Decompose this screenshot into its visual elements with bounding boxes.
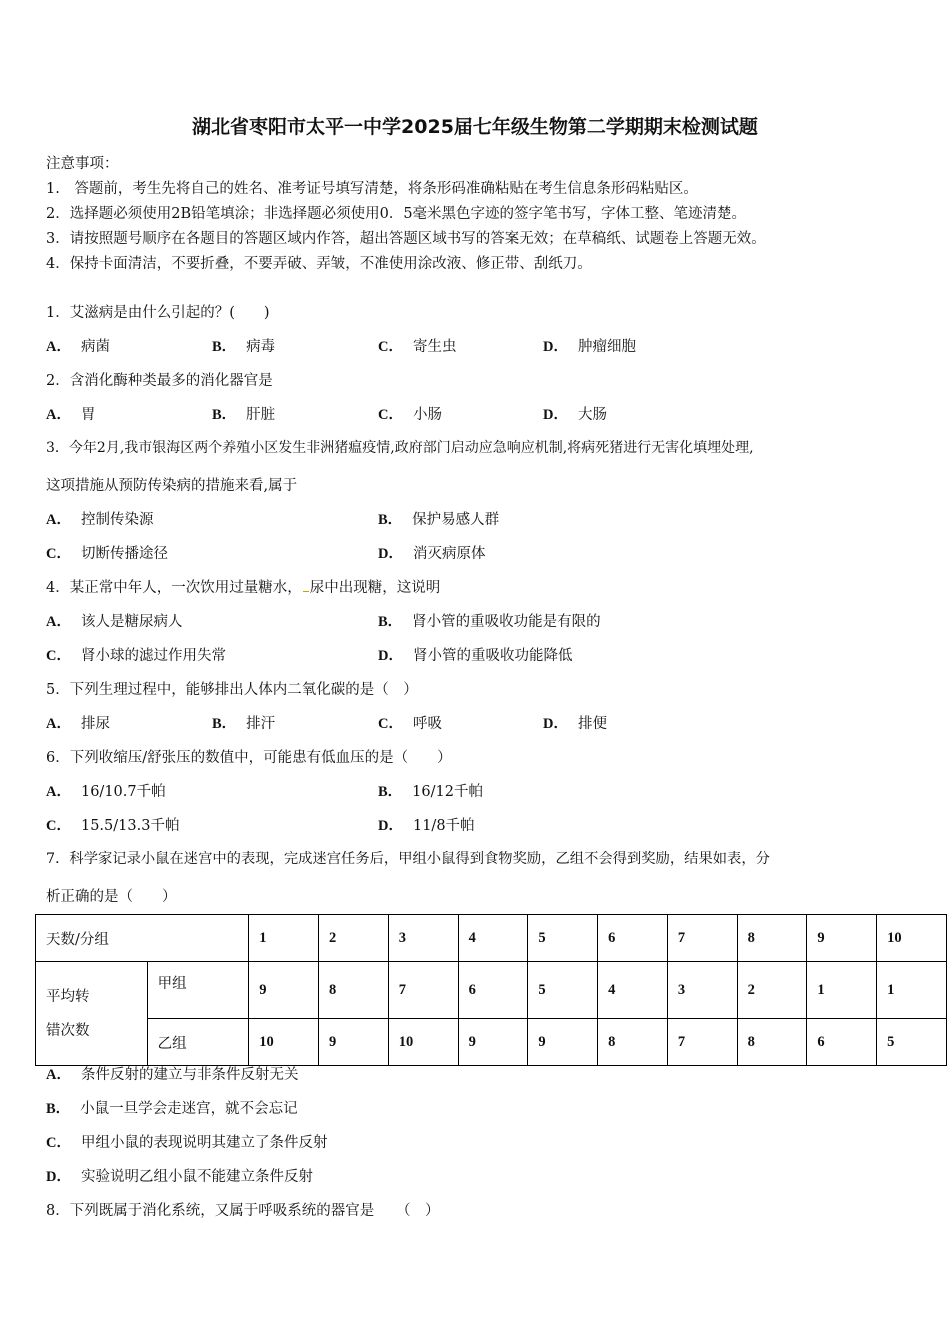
q5-option-a — [46, 712, 110, 733]
day-cell: 8 — [737, 915, 807, 962]
option-text: 呼吸 — [412, 716, 442, 732]
row-label-line: 平均转 — [46, 988, 90, 1005]
option-key: A． — [46, 407, 71, 423]
group-a-cell: 6 — [458, 962, 528, 1019]
table-header-cell: 天数/分组 — [36, 915, 249, 962]
q3-option-a — [46, 508, 153, 529]
group-a-cell: 2 — [737, 962, 807, 1019]
q6-option-b — [378, 780, 483, 801]
q4-option-b — [378, 610, 601, 631]
option-key: A． — [46, 1067, 71, 1083]
option-text: 肝脏 — [246, 407, 276, 423]
group-a-cell: 4 — [598, 962, 668, 1019]
group-b-cell: 9 — [319, 1019, 389, 1066]
q7-option-b — [46, 1097, 298, 1118]
option-text: 条件反射的建立与非条件反射无关 — [80, 1067, 299, 1083]
day-cell: 6 — [598, 915, 668, 962]
option-key: A． — [46, 339, 71, 355]
row-label-cell — [36, 962, 148, 1066]
option-key: B． — [212, 716, 237, 732]
question-8: 8．下列既属于消化系统，又属于呼吸系统的器官是 （ ） — [46, 1203, 440, 1219]
notice-item: 3．请按照题号顺序在各题目的答题区域内作答，超出答题区域书写的答案无效；在草稿纸、试题卷上答题无效。 — [46, 231, 766, 247]
option-text: 病毒 — [246, 339, 276, 355]
question-4 — [46, 576, 440, 597]
option-key: C． — [378, 407, 403, 423]
option-key: D． — [543, 716, 568, 732]
group-b-cell: 9 — [458, 1019, 528, 1066]
day-cell: 9 — [807, 915, 877, 962]
q6-option-d — [378, 814, 475, 835]
option-text: 小肠 — [412, 407, 442, 423]
group-a-cell: 9 — [249, 962, 319, 1019]
option-text: 11/8千帕 — [412, 818, 475, 834]
option-text: 肾小管的重吸收功能是有限的 — [412, 614, 601, 630]
group-a-cell: 1 — [807, 962, 877, 1019]
q4-option-c — [46, 644, 226, 665]
day-cell: 1 — [249, 915, 319, 962]
q2-option-b — [212, 403, 275, 424]
question-4-text-b: 尿中出现糖，这说明 — [309, 580, 441, 596]
option-key: B． — [212, 339, 237, 355]
option-key: D． — [46, 1169, 71, 1185]
option-text: 甲组小鼠的表现说明其建立了条件反射 — [80, 1135, 328, 1151]
option-key: D． — [378, 648, 403, 664]
q2-option-d — [543, 403, 607, 424]
group-a-cell: 7 — [388, 962, 458, 1019]
option-key: C． — [46, 648, 71, 664]
option-key: A． — [46, 512, 71, 528]
q6-option-a — [46, 780, 166, 801]
option-text: 实验说明乙组小鼠不能建立条件反射 — [80, 1169, 313, 1185]
option-text: 病菌 — [80, 339, 110, 355]
notice-item: 4．保持卡面清洁，不要折叠，不要弄破、弄皱，不准使用涂改液、修正带、刮纸刀。 — [46, 256, 592, 272]
option-text: 排尿 — [80, 716, 110, 732]
option-key: A． — [46, 784, 71, 800]
question-7-line-1: 7．科学家记录小鼠在迷宫中的表现，完成迷宫任务后，甲组小鼠得到食物奖励，乙组不会得到奖励，结果如表，分 — [46, 851, 770, 867]
option-key: A． — [46, 716, 71, 732]
question-1: 1．艾滋病是由什么引起的？( ) — [46, 305, 270, 321]
group-a-cell: 8 — [319, 962, 389, 1019]
exam-title: 湖北省枣阳市太平一中学2025届七年级生物第二学期期末检测试题 — [192, 116, 758, 138]
option-text: 小鼠一旦学会走迷宫，就不会忘记 — [80, 1101, 298, 1117]
option-key: B． — [378, 614, 403, 630]
group-a-cell: 1 — [877, 962, 947, 1019]
option-key: D． — [543, 407, 568, 423]
question-5: 5．下列生理过程中，能够排出人体内二氧化碳的是（ ） — [46, 682, 418, 698]
question-4-text-a: 4．某正常中年人，一次饮用过量糖水， — [46, 580, 302, 596]
option-key: B． — [378, 784, 403, 800]
option-text: 切断传播途径 — [80, 546, 168, 562]
option-text: 消灭病原体 — [412, 546, 486, 562]
option-text: 肿瘤细胞 — [577, 339, 636, 355]
option-text: 肾小球的滤过作用失常 — [80, 648, 226, 664]
question-6: 6．下列收缩压/舒张压的数值中，可能患有低血压的是（ ） — [46, 750, 452, 766]
group-b-cell: 10 — [388, 1019, 458, 1066]
q1-option-a — [46, 335, 110, 356]
q5-option-d — [543, 712, 607, 733]
notice-heading: 注意事项： — [46, 156, 119, 172]
table-row — [36, 1019, 947, 1066]
group-b-cell: 9 — [528, 1019, 598, 1066]
q3-option-c — [46, 542, 168, 563]
option-text: 16/12千帕 — [412, 784, 483, 800]
group-b-label: 乙组 — [147, 1019, 249, 1066]
question-3-line-2: 这项措施从预防传染病的措施来看,属于 — [46, 478, 298, 494]
day-cell: 4 — [458, 915, 528, 962]
option-text: 排便 — [577, 716, 607, 732]
table-row — [36, 915, 947, 962]
q3-option-d — [378, 542, 485, 563]
option-key: C． — [378, 716, 403, 732]
option-key: C． — [378, 339, 403, 355]
group-b-cell: 6 — [807, 1019, 877, 1066]
option-key: D． — [378, 818, 403, 834]
q7-option-c — [46, 1131, 327, 1152]
q1-option-c — [378, 335, 456, 356]
results-table — [35, 914, 947, 1066]
q4-option-a — [46, 610, 182, 631]
option-key: C． — [46, 546, 71, 562]
group-a-cell: 3 — [667, 962, 737, 1019]
q2-option-c — [378, 403, 442, 424]
notice-item: 2．选择题必须使用2B铅笔填涂；非选择题必须使用0．5毫米黑色字迹的签字笔书写，字体工整、笔迹清楚。 — [46, 206, 747, 222]
question-3-line-1: 3．今年2月,我市银海区两个养殖小区发生非洲猪瘟疫情,政府部门启动应急响应机制,将病死猪进行无害化填埋处理, — [46, 440, 754, 456]
group-b-cell: 8 — [598, 1019, 668, 1066]
day-cell: 3 — [388, 915, 458, 962]
option-key: D． — [378, 546, 403, 562]
option-text: 保护易感人群 — [412, 512, 500, 528]
q1-option-b — [212, 335, 275, 356]
day-cell: 5 — [528, 915, 598, 962]
q4-option-d — [378, 644, 572, 665]
q7-option-d — [46, 1165, 313, 1186]
option-key: B． — [212, 407, 237, 423]
option-key: C． — [46, 1135, 71, 1151]
day-cell: 10 — [877, 915, 947, 962]
option-text: 该人是糖尿病人 — [80, 614, 183, 630]
group-b-cell: 7 — [667, 1019, 737, 1066]
q6-option-c — [46, 814, 179, 835]
q7-option-a — [46, 1063, 298, 1084]
option-text: 控制传染源 — [80, 512, 154, 528]
q2-option-a — [46, 403, 95, 424]
day-cell: 2 — [319, 915, 389, 962]
option-text: 肾小管的重吸收功能降低 — [412, 648, 573, 664]
option-key: C． — [46, 818, 71, 834]
question-2: 2．含消化酶种类最多的消化器官是 — [46, 373, 273, 389]
option-key: B． — [46, 1101, 71, 1117]
option-key: B． — [378, 512, 403, 528]
row-label-line: 错次数 — [46, 1022, 90, 1039]
option-text: 大肠 — [577, 407, 607, 423]
q5-option-b — [212, 712, 275, 733]
question-7-line-2: 析正确的是（ ） — [46, 889, 177, 905]
group-a-label: 甲组 — [147, 962, 249, 1019]
q3-option-b — [378, 508, 499, 529]
q1-option-d — [543, 335, 636, 356]
option-key: D． — [543, 339, 568, 355]
group-b-cell: 5 — [877, 1019, 947, 1066]
notice-item: 1. 答题前，考生先将自己的姓名、准考证号填写清楚，将条形码准确粘贴在考生信息条形码粘贴区。 — [46, 181, 698, 197]
option-text: 16/10.7千帕 — [80, 784, 166, 800]
option-text: 胃 — [80, 407, 96, 423]
day-cell: 7 — [667, 915, 737, 962]
q5-option-c — [378, 712, 442, 733]
option-text: 寄生虫 — [412, 339, 457, 355]
option-text: 15.5/13.3千帕 — [80, 818, 180, 834]
option-text: 排汗 — [246, 716, 276, 732]
group-b-cell: 8 — [737, 1019, 807, 1066]
group-b-cell: 10 — [249, 1019, 319, 1066]
group-a-cell: 5 — [528, 962, 598, 1019]
edit-mark-icon — [303, 591, 309, 592]
option-key: A． — [46, 614, 71, 630]
table-row — [36, 962, 947, 1019]
